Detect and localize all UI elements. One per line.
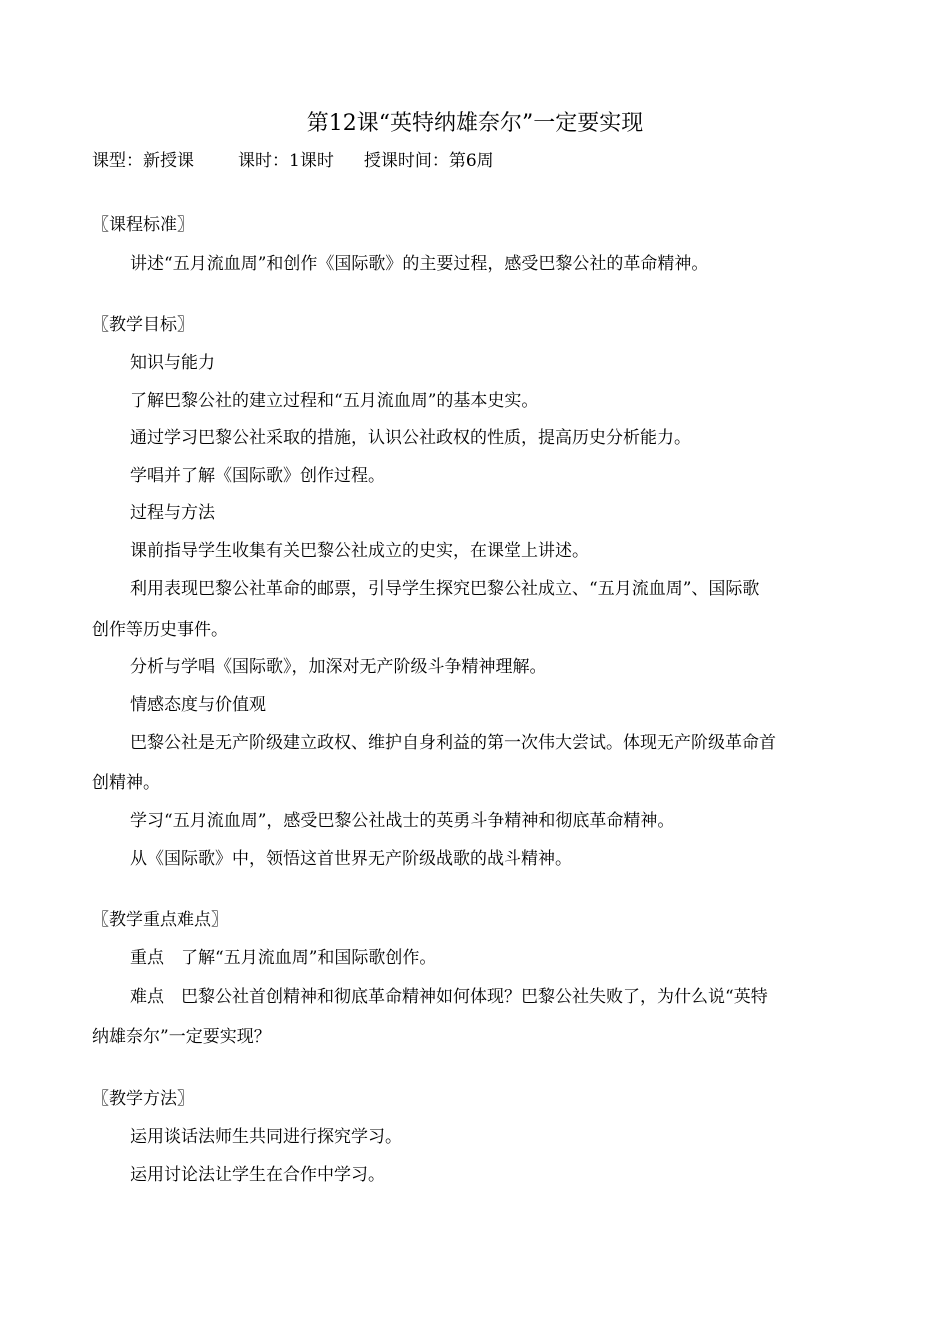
key-point: 重点 了解“五月流血周”和国际歌创作。 [130,948,437,968]
method-item-2: 运用讨论法让学生在合作中学习。 [130,1165,385,1185]
standard-text: 讲述“五月流血周”和创作《国际歌》的主要过程，感受巴黎公社的革命精神。 [130,254,709,274]
difficult-point: 难点 巴黎公社首创精神和彻底革命精神如何体现？巴黎公社失败了，为什么说“英特 [130,987,768,1007]
process-item-3: 分析与学唱《国际歌》，加深对无产阶级斗争精神理解。 [130,657,547,677]
method-item-1: 运用谈话法师生共同进行探究学习。 [130,1127,402,1147]
lesson-meta [92,148,494,174]
lesson-hours: 课时：1课时 [238,151,334,171]
goals-heading: 〖教学目标〗 [92,315,194,335]
lesson-time: 授课时间：第6周 [363,151,494,171]
knowledge-item-3: 学唱并了解《国际歌》创作过程。 [130,466,385,486]
knowledge-title: 知识与能力 [130,353,215,373]
methods-heading: 〖教学方法〗 [92,1089,194,1109]
emotion-item-2: 学习“五月流血周”，感受巴黎公社战士的英勇斗争精神和彻底革命精神。 [130,811,675,831]
standard-heading: 〖课程标准〗 [92,215,194,235]
process-item-2: 利用表现巴黎公社革命的邮票，引导学生探究巴黎公社成立、“五月流血周”、国际歌 [130,579,760,599]
difficult-point-cont: 纳雄奈尔”一定要实现？ [92,1027,271,1047]
knowledge-item-2: 通过学习巴黎公社采取的措施，认识公社政权的性质，提高历史分析能力。 [130,428,691,448]
emotion-title: 情感态度与价值观 [130,695,266,715]
process-title: 过程与方法 [130,503,215,523]
emotion-item-3: 从《国际歌》中，领悟这首世界无产阶级战歌的战斗精神。 [130,849,572,869]
lesson-title: 第12课“英特纳雄奈尔”一定要实现 [306,111,644,136]
emotion-item-1: 巴黎公社是无产阶级建立政权、维护自身利益的第一次伟大尝试。体现无产阶级革命首 [130,733,776,753]
lesson-type: 课型：新授课 [92,151,194,171]
key-points-heading: 〖教学重点难点〗 [92,910,228,930]
emotion-item-1-cont: 创精神。 [92,773,160,793]
process-item-1: 课前指导学生收集有关巴黎公社成立的史实，在课堂上讲述。 [130,541,589,561]
knowledge-item-1: 了解巴黎公社的建立过程和“五月流血周”的基本史实。 [130,391,539,411]
process-item-2-cont: 创作等历史事件。 [92,620,228,640]
